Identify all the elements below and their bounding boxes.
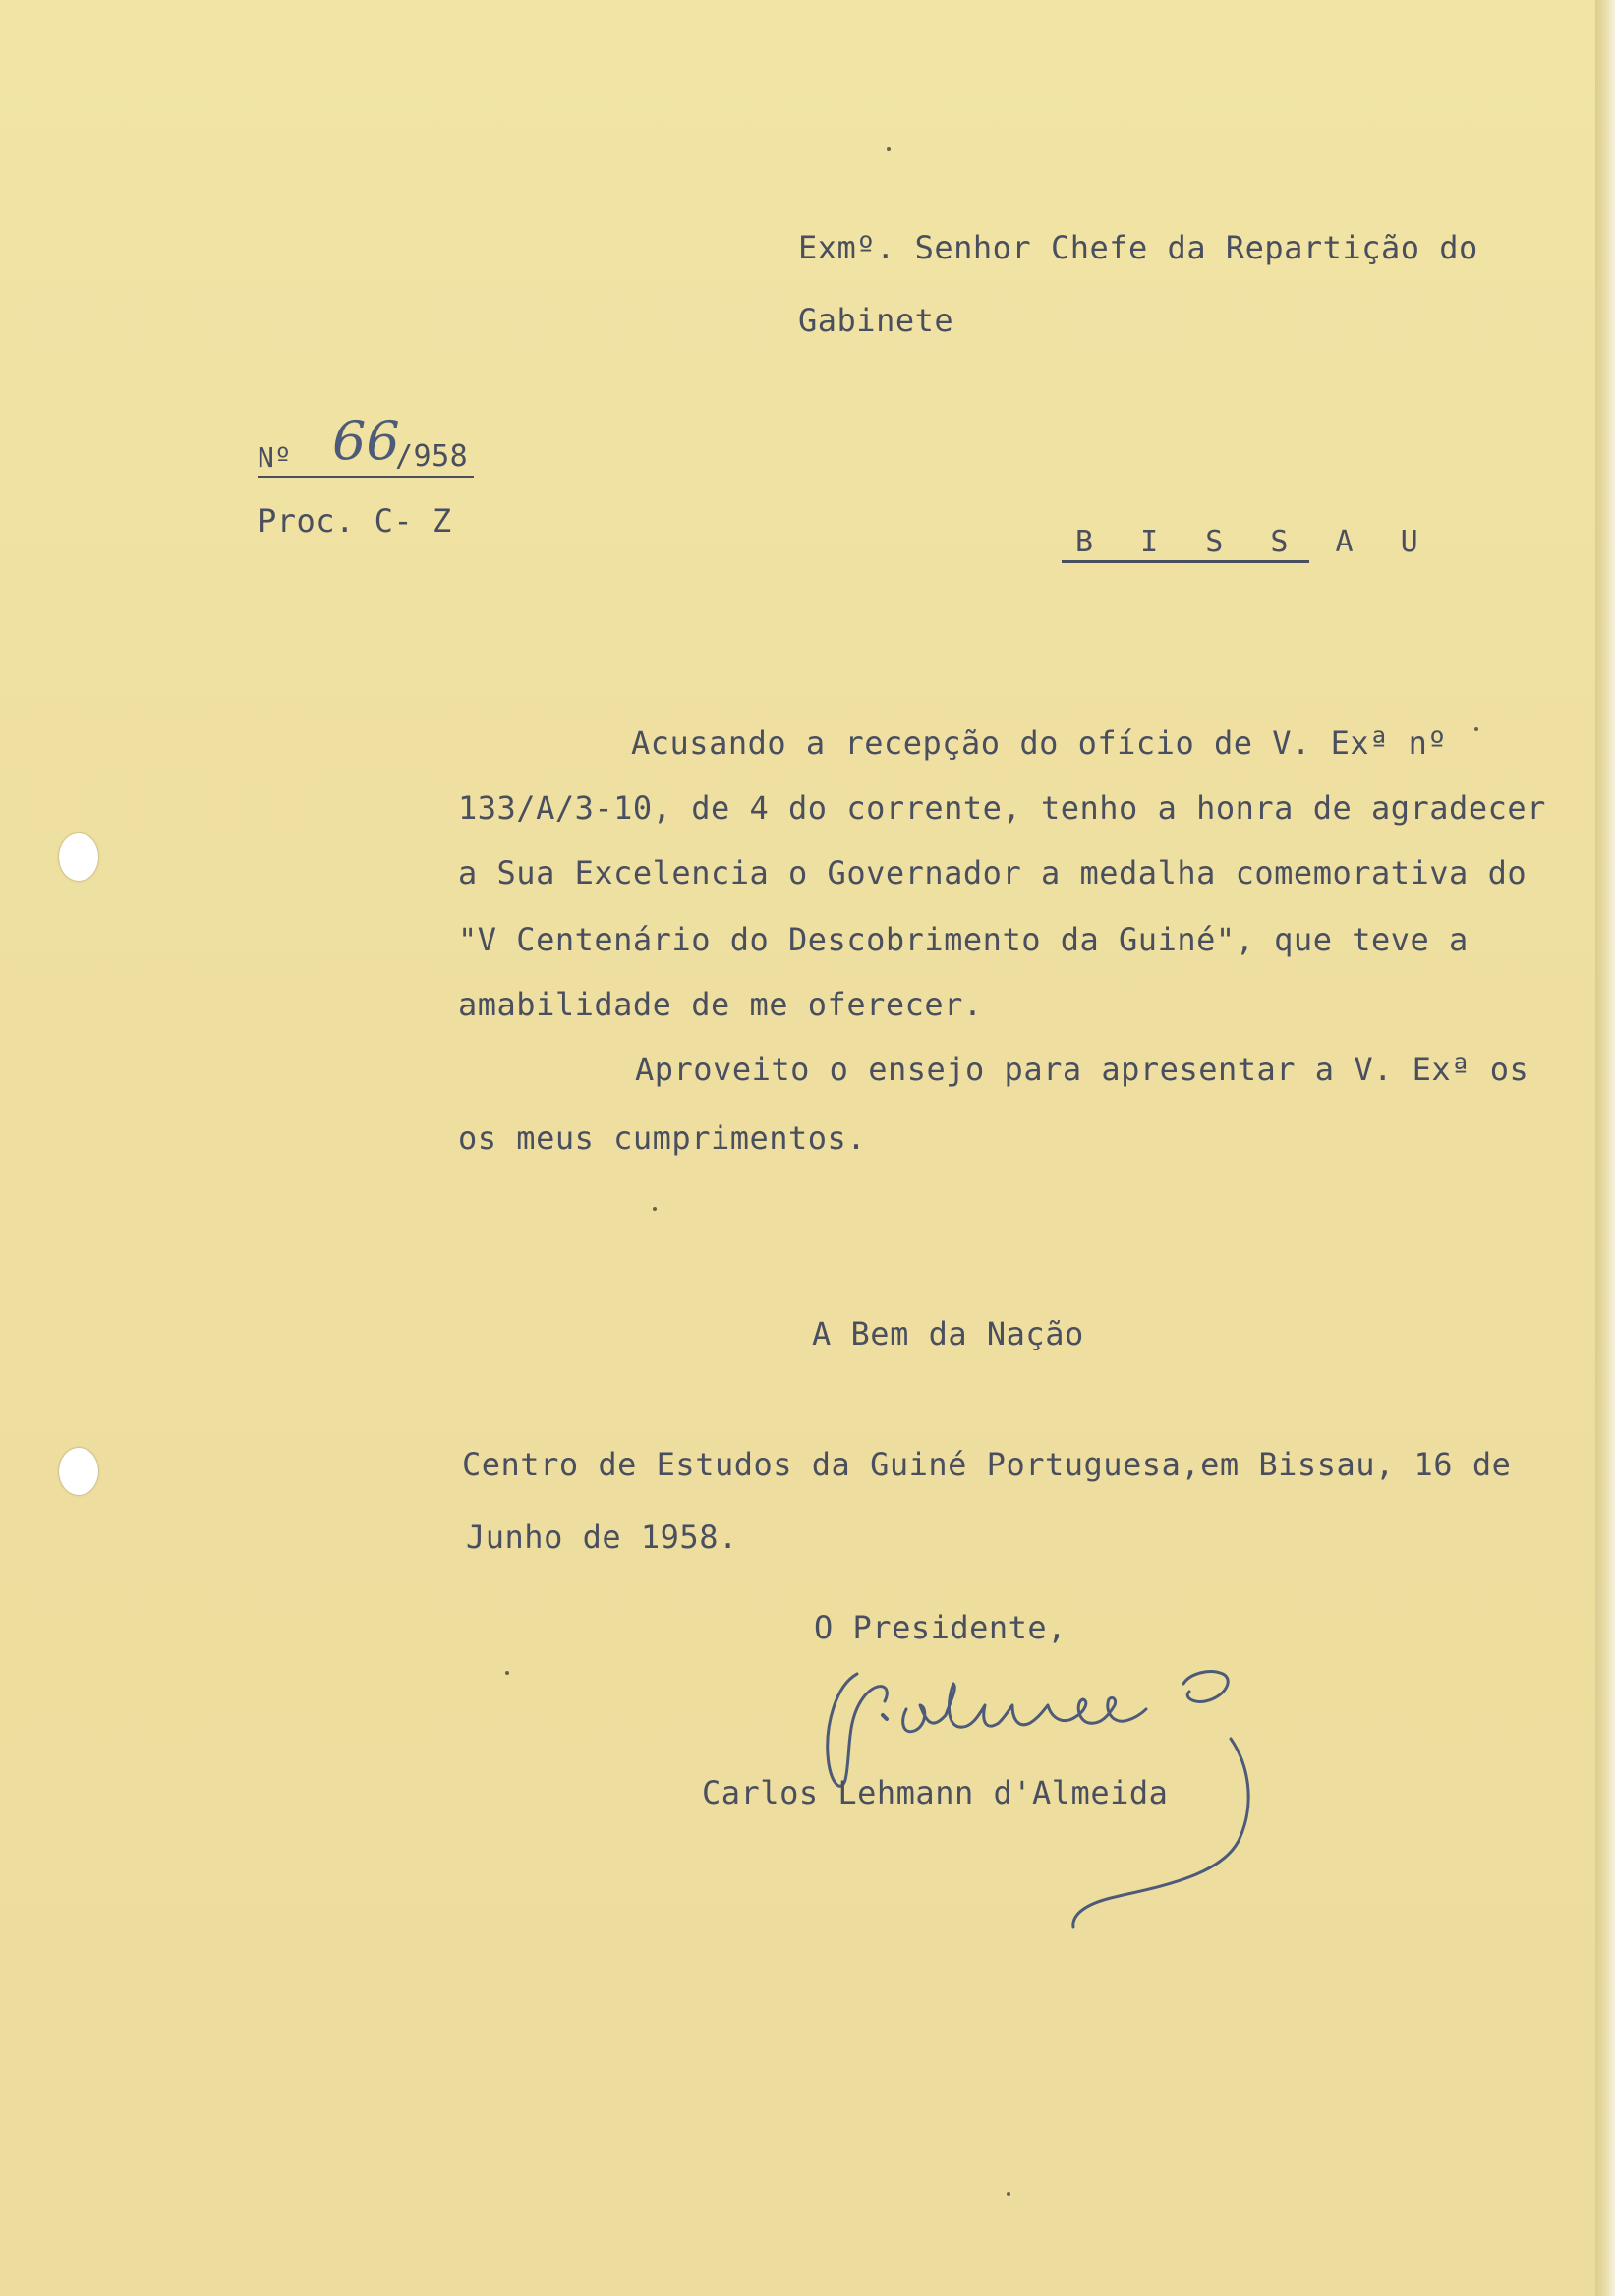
- destination: B I S S A U: [1075, 525, 1433, 559]
- place-date-line-1: Centro de Estudos da Guiné Portuguesa,em Bissau, 16 de: [462, 1446, 1512, 1483]
- reference-number-handwritten: 66: [332, 410, 400, 472]
- body-line-7: os meus cumprimentos.: [458, 1119, 867, 1157]
- body-line-1: Acusando a recepção do ofício de V. Exª nº: [631, 724, 1448, 762]
- punch-hole-upper: [59, 833, 98, 881]
- signatory-title: O Presidente,: [814, 1609, 1067, 1646]
- paper-speck: [505, 1671, 509, 1675]
- destination-underline: [1062, 560, 1309, 563]
- reference-number: [258, 410, 482, 474]
- process-code: Proc. C- Z: [258, 502, 452, 540]
- place-date-line-2: Junho de 1958.: [466, 1519, 738, 1556]
- punch-hole-lower: [59, 1448, 98, 1495]
- paper-speck: [1007, 2192, 1010, 2196]
- paper-edge: [1595, 0, 1615, 2296]
- paper-speck: [1474, 727, 1478, 731]
- reference-number-underline: [258, 476, 474, 478]
- body-line-4: "V Centenário do Descobrimento da Guiné", que teve a: [458, 921, 1469, 958]
- paper-speck: [887, 147, 891, 151]
- reference-number-label: Nº: [258, 441, 292, 474]
- body-line-6: Aproveito o ensejo para apresentar a V. Exª os: [635, 1051, 1529, 1088]
- addressee-line-1: Exmº. Senhor Chefe da Repartição do: [798, 229, 1478, 266]
- addressee-line-2: Gabinete: [798, 302, 954, 339]
- body-line-3: a Sua Excelencia o Governador a medalha comemorativa do: [458, 854, 1528, 891]
- body-line-5: amabilidade de me oferecer.: [458, 986, 983, 1023]
- salutation: A Bem da Nação: [812, 1315, 1084, 1352]
- body-line-2: 133/A/3-10, de 4 do corrente, tenho a honra de agradecer: [458, 789, 1546, 827]
- reference-number-suffix: /958: [395, 439, 469, 474]
- paper-speck: [653, 1207, 657, 1211]
- signatory-name: Carlos Lehmann d'Almeida: [702, 1774, 1169, 1811]
